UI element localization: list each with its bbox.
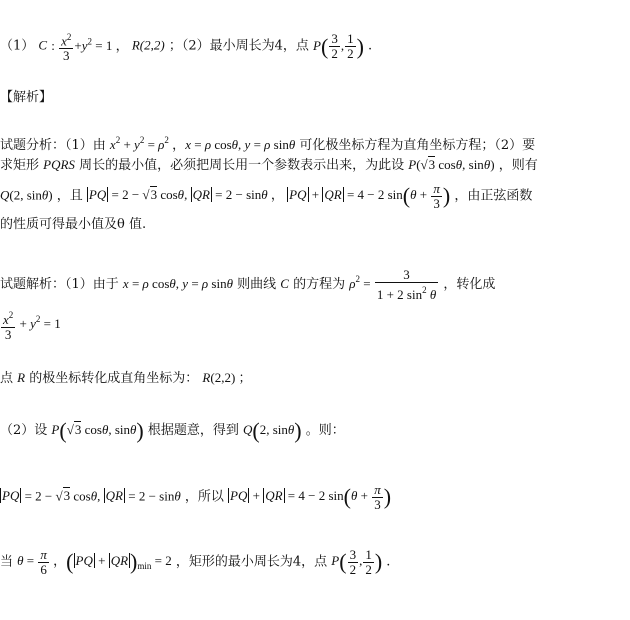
solution-text: 。则： — [305, 423, 345, 438]
solution-text: （2）设 — [0, 423, 48, 438]
answer-part2: ；（2）最小周长为4，点 — [168, 38, 309, 54]
frac-x2-over-3: $\frac{x^2}{3}$ — [61, 32, 72, 64]
formula-q: Q(2, sinθ) — [0, 187, 53, 203]
analysis-text: ，且 — [56, 188, 83, 204]
solution-text: 当 — [0, 554, 14, 570]
curve-c-label: C — [280, 275, 289, 291]
analysis-line-3 — [0, 182, 532, 211]
solution-text: ，转化成 — [443, 276, 496, 292]
formula-x2y2rho2: $x^2 + y^2 = \rho^2$ ，x = ρ cosθ, y = ρ sinθ — [109, 135, 296, 152]
analysis-text: 可化极坐标方程为直角坐标方程；（2）要 — [299, 138, 536, 153]
formula-sum: PQ + QR = 4 − 2 sin(θ + $\frac{\pi}{3}$ ) — [230, 482, 392, 512]
formula-pq-qr: PQ = 2 − √3 cosθ, QR = 2 − sinθ ， PQ + QR = 4 − 2 sin(θ + $\frac{\pi}{3}$ ) — [88, 181, 451, 211]
solution-text: 点 — [0, 371, 14, 386]
solution-line-4 — [0, 418, 345, 444]
curve-c: C — [38, 37, 48, 53]
solution-text: 试题解析：（1）由于 — [0, 276, 119, 292]
analysis-text: 试题分析：（1）由 — [0, 138, 106, 153]
solution-line-1 — [0, 268, 495, 302]
formula-p-param: P(√3 cosθ, sinθ) — [408, 157, 495, 172]
analysis-text: 周长的最小值，必须把周长用一个参数表示出来，为此设 — [79, 158, 405, 173]
answer-equation: : $\frac{x^2}{3}$ $+y^2 = 1$ ， — [51, 32, 132, 64]
solution-text: . — [386, 554, 391, 570]
solution-text: 的极坐标转化成直角坐标为： — [29, 371, 199, 386]
analysis-text: 求矩形 — [0, 158, 40, 173]
formula-polar: x = ρ cosθ, y = ρ sinθ — [122, 275, 233, 291]
solution-line-2: $\frac{x^2}{3}$ + $y^2 = 1$ — [3, 310, 61, 342]
solution-text: 则曲线 — [237, 276, 277, 292]
analysis-text: ，由正弦函数 — [454, 188, 533, 204]
analysis-heading: 【解析】 — [0, 90, 53, 105]
formula-r22: R(2,2) ； — [202, 370, 252, 385]
point-r: R — [17, 370, 26, 385]
solution-text: 根据题意，得到 — [147, 423, 239, 438]
analysis-line-4: 的性质可得最小值及θ 值. — [0, 217, 147, 232]
formula-p-sqrt3: P(√3 cosθ, sinθ) — [51, 418, 144, 444]
answer-r: R(2,2) — [131, 37, 165, 53]
answer-line — [0, 30, 372, 63]
solution-line-6 — [0, 548, 390, 577]
answer-part1: （1） — [0, 38, 35, 54]
solution-line-3 — [0, 368, 252, 389]
solution-text: ，矩形的最小周长为4，点 — [175, 554, 328, 570]
frac-x2-over-3b: $\frac{x^2}{3}$ — [3, 310, 14, 342]
analysis-line-1 — [0, 130, 535, 156]
solution-text: 的方程为 — [293, 276, 346, 292]
formula-rho2: $\rho^2$ = $\frac{3}{1 + 2 \sin^2 \theta}$ — [349, 267, 437, 302]
solution-line-5 — [0, 483, 391, 512]
formula-q-sin: Q(2, sinθ) — [243, 418, 302, 444]
answer-end: . — [368, 38, 373, 54]
formula-pq-qr-2: PQ = 2 − √3 cosθ, QR = 2 − sinθ — [2, 488, 181, 504]
rectangle-name: PQRS — [43, 157, 75, 172]
formula-theta-min: θ = $\frac{\pi}{6}$ ，( PQ + $QR)_{min} = 2$ — [17, 547, 172, 577]
analysis-text: ，则有 — [498, 158, 538, 173]
formula-p-final: P( $\frac{3}{2}$ , $\frac{1}{2}$ ) — [331, 547, 383, 577]
solution-text: ，所以 — [184, 489, 224, 505]
answer-point-p: P( $\frac{3}{2}$ , $\frac{1}{2}$ ) — [313, 31, 364, 62]
analysis-line-2 — [0, 155, 538, 176]
